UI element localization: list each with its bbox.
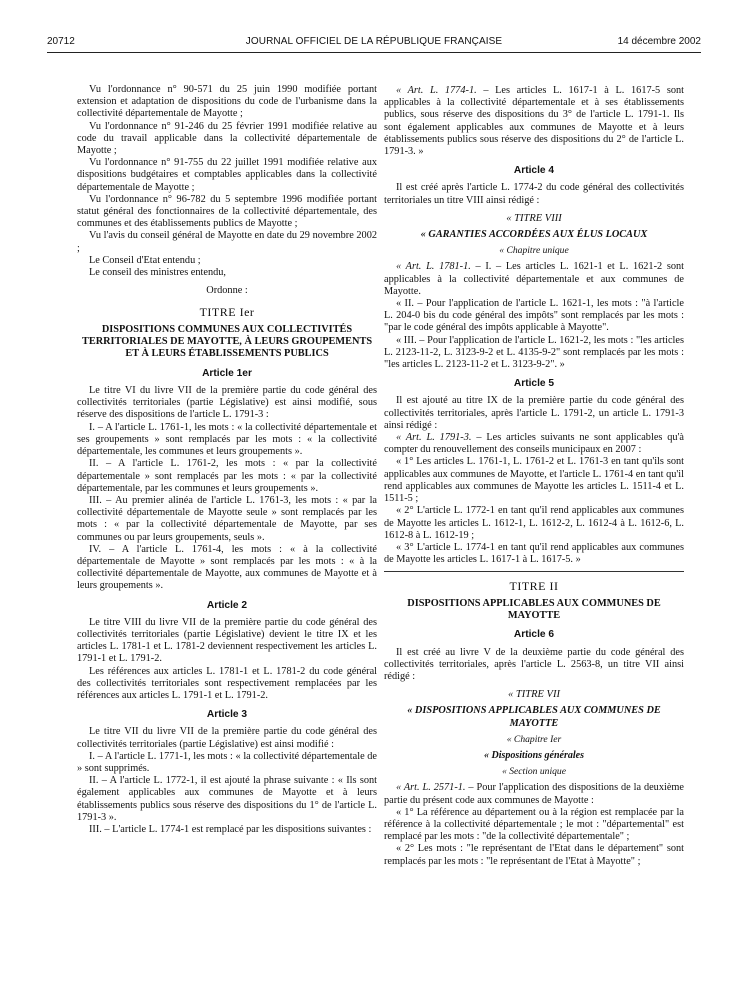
right-column <box>384 85 684 868</box>
article-text: – Les articles suivants ne sont applicables qu'à compter du renouvellement des conseils municipaux en 2007 : <box>384 432 685 456</box>
article-5-title: Article 5 <box>513 378 555 390</box>
ordonne: Ordonne : <box>206 285 248 297</box>
article-3-para: Le titre VII du livre VII de la première partie du code général des collectivités territoriales (partie Législative) est ainsi modifié : <box>77 726 377 750</box>
titre-2-heading: DISPOSITIONS APPLICABLES AUX COMMUNES DE MAYOTTE <box>407 597 661 621</box>
visa-3: Vu l'ordonnance n° 91-755 du 22 juillet 1991 modifiée relative aux dispositions budgétaires et comptables applicables dans la collectivité départementale de Mayotte ; <box>77 157 377 193</box>
titre-7: « TITRE VII <box>508 689 560 701</box>
article-l1781-1-iii: « III. – Pour l'application de l'article L. 1621-2, les mots : "les articles L. 2123-11-2, L. 3123-9-2 et L. 4135-9-2" sont remplacés par les mots : "les articles L. 2123-11-2 et L. 3123-9-2". » <box>384 334 684 371</box>
titre-7-heading: « DISPOSITIONS APPLICABLES AUX COMMUNES DE MAYOTTE <box>407 705 661 729</box>
visa-6: Le Conseil d'Etat entendu ; <box>89 254 201 266</box>
header-rule <box>47 52 701 53</box>
article-2-para: Le titre VIII du livre VII de la première partie du code général des collectivités territoriales (partie Législative) devient le titre IX et les articles L. 1781-1 et L. 1781-2 deviennent respectivement les articles L. 1791-1 et L. 1791-2. <box>77 616 377 665</box>
article-3-para: II. – A l'article L. 1772-1, il est ajouté la phrase suivante : « Ils sont également applicables aux communes de Mayotte et à leurs établissements publics sous réserve des dispositions du 1° de l'article L. 1791-3 ». <box>77 775 377 823</box>
journal-title: JOURNAL OFFICIEL DE LA RÉPUBLIQUE FRANÇAISE <box>245 36 503 47</box>
dispositions-generales: « Dispositions générales <box>483 749 584 761</box>
visa-2: Vu l'ordonnance n° 91-246 du 25 février 1991 modifiée relative au code du travail applicable dans la collectivité départementale de Mayotte ; <box>77 120 377 157</box>
article-l1791-3-item: « 1° Les articles L. 1761-1, L. 1761-2 et L. 1761-3 en tant qu'ils sont applicables aux communes de Mayotte, et l'article L. 1761-4 en tant qu'il rend applicables aux communes de Mayotte les articles L. 1511-4 et L. 1511-5 ; <box>384 456 684 505</box>
article-text: – Les articles L. 1617-1 à L. 1617-5 sont applicables à la collectivité départementale et à ses établissements publics, sous réserve des dispositions du 3° de l'article L. 1791-1. Ils sont également applicables aux communes de Mayotte et à leurs établissements publics sous réserve des dispositions du 2° de l'article L. 1791-3. » <box>384 85 684 158</box>
article-l1791-3-item: « 2° L'article L. 1772-1 en tant qu'il rend applicables aux communes de Mayotte les articles L. 1612-1, L. 1612-2, L. 1612-4 à L. 1612-6, L. 1612-8 à L. 1612-19 ; <box>384 505 684 541</box>
article-1-title: Article 1er <box>202 367 252 379</box>
article-text: – Pour l'application des dispositions de la deuxième partie du présent code aux communes de Mayotte : <box>384 782 684 806</box>
section-divider <box>384 571 684 572</box>
article-2-title: Article 2 <box>206 599 248 611</box>
article-label: « Art. L. 1774-1. <box>396 85 477 96</box>
article-text: – I. – Les articles L. 1621-1 et L. 1621-2 sont applicables à la collectivité départementale et aux communes de Mayotte. <box>384 261 684 297</box>
article-l1791-3 <box>384 432 684 456</box>
article-label: « Art. L. 2571-1. <box>396 782 466 794</box>
article-l1774-1 <box>384 85 684 158</box>
article-l2571-1-item: « 2° Les mots : "le représentant de l'Etat dans le département" sont remplacés par les mots : "le représentant de l'Etat à Mayotte" ; <box>384 843 684 867</box>
visa-5: Vu l'avis du conseil général de Mayotte en date du 29 novembre 2002 ; <box>77 230 377 254</box>
issue-date: 14 décembre 2002 <box>617 36 701 47</box>
chapitre-1: « Chapitre Ier <box>506 733 562 745</box>
page-header <box>47 36 701 52</box>
article-1-para: II. – A l'article L. 1761-2, les mots : « par la collectivité départementale » sont remplacés par les mots : « par la collectivité départementale, par les communes et leurs groupements ». <box>77 458 377 494</box>
article-l1781-1-ii: « II. – Pour l'application de l'article L. 1621-1, les mots : "à l'article L. 204-0 bis du code général des impôts" sont remplacés par les mots : "par le code général des impôts applicable à Mayotte". <box>384 298 684 334</box>
titre-1: TITRE Ier <box>199 305 255 320</box>
article-1-para: IV. – A l'article L. 1761-4, les mots : « à la collectivité départementale de Mayotte » sont remplacés par les mots : « à la collectivité départementale de Mayotte, aux communes de Mayotte et à leurs groupements ». <box>77 543 377 592</box>
article-label: « Art. L. 1791-3. <box>396 432 472 444</box>
article-l1791-3-item: « 3° L'article L. 1774-1 en tant qu'il rend applicables aux communes de Mayotte les articles L. 1617-1 à L. 1617-5. » <box>384 541 684 566</box>
visa-4: Vu l'ordonnance n° 96-782 du 5 septembre 1996 modifiée portant statut général des fonctionnaires de la collectivité départementale, des communes et des établissements publics de Mayotte ; <box>77 193 377 230</box>
article-6-para: Il est créé au livre V de la deuxième partie du code général des collectivités territoriales, après l'article L. 2563-8, un titre VII ainsi rédigé : <box>384 646 684 682</box>
section-unique: « Section unique <box>502 766 566 778</box>
article-3-para: III. – L'article L. 1774-1 est remplacé par les dispositions suivantes : <box>89 823 372 835</box>
article-l1781-1 <box>384 261 684 298</box>
article-6-title: Article 6 <box>513 629 555 641</box>
article-5-para: Il est ajouté au titre IX de la première partie du code général des collectivités territoriales, après l'article L. 1791-2, un article L. 1791-3 ainsi rédigé : <box>384 395 684 431</box>
visa-1: Vu l'ordonnance n° 90-571 du 25 juin 1990 modifiée portant extension et adaptation de dispositions du code de l'urbanisme dans la collectivité départementale de Mayotte ; <box>77 84 377 120</box>
article-3-title: Article 3 <box>206 709 248 721</box>
titre-2: TITRE II <box>509 579 559 594</box>
titre-1-heading: DISPOSITIONS COMMUNES AUX COLLECTIVITÉS TERRITORIALES DE MAYOTTE, À LEURS GROUPEMENTS ET À LEURS ÉTABLISSEMENTS PUBLICS <box>81 323 373 360</box>
article-l2571-1-item: « 1° La référence au département ou à la région est remplacée par la référence à la collectivité départementale ; le mot : "départemental" est remplacé par les mots : "de la collectivité départementale" ; <box>384 806 684 843</box>
article-1-para: Le titre VI du livre VII de la première partie du code général des collectivités territoriales (partie Législative) est ainsi modifié, sous réserve des dispositions de l'article L. 1791-3 : <box>77 385 377 421</box>
chapitre-unique: « Chapitre unique <box>499 245 569 257</box>
article-3-para: I. – A l'article L. 1771-1, les mots : « la collectivité départementale de » sont supprimés. <box>77 750 377 774</box>
visa-7: Le conseil des ministres entendu, <box>89 267 226 279</box>
article-4-title: Article 4 <box>513 165 555 177</box>
article-l2571-1 <box>384 782 684 806</box>
article-1-para: I. – A l'article L. 1761-1, les mots : « la collectivité départementale et ses groupements » sont remplacés par les mots : « la collectivité départementale, les communes et leurs groupements ». <box>77 421 377 458</box>
article-1-para: III. – Au premier alinéa de l'article L. 1761-3, les mots : « par la collectivité départementale de Mayotte seule » sont remplacés par les mots : « par la collectivité départementale de Mayotte, par ses communes ou par leurs groupements, seuls ». <box>77 494 377 543</box>
titre-8: « TITRE VIII <box>506 212 562 224</box>
article-2-para: Les références aux articles L. 1781-1 et L. 1781-2 du code général des collectivités territoriales sont respectivement remplacées par les références aux articles L. 1791-1 et L. 1791-2. <box>77 665 377 701</box>
article-4-para: Il est créé après l'article L. 1774-2 du code général des collectivités territoriales un titre VIII ainsi rédigé : <box>384 182 684 206</box>
left-column <box>77 84 377 836</box>
article-label: « Art. L. 1781-1. <box>396 261 471 273</box>
titre-8-heading: « GARANTIES ACCORDÉES AUX ÉLUS LOCAUX <box>420 229 648 241</box>
page-number: 20712 <box>47 36 75 47</box>
